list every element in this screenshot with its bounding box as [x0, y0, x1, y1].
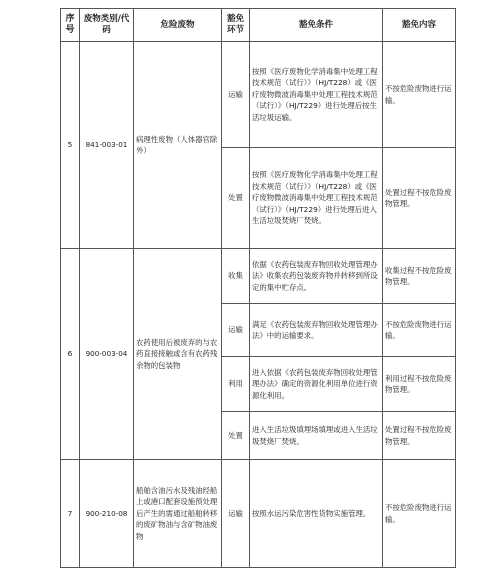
header-content: 豁免内容: [383, 9, 456, 42]
exemption-content: 不按危险废物进行运输。: [383, 304, 456, 357]
waste-name: 船舶含油污水及残油经船上或港口配套设施预处理后产生的需通过船舶转移的废矿物油与含矿物油废物: [134, 460, 222, 568]
exemption-stage: 利用: [222, 357, 250, 412]
waste-code: 900-210-08: [80, 460, 134, 568]
waste-name: 农药使用后被废弃的与农药直接接触或含有农药残余物的包装物: [134, 249, 222, 460]
exemption-content: 不按危险废物进行运输。: [383, 42, 456, 148]
exemption-stage: 运输: [222, 42, 250, 148]
exemption-stage: 处置: [222, 148, 250, 249]
table-header-row: [61, 9, 456, 42]
header-index: 序号: [61, 9, 80, 42]
exemption-content: 利用过程不按危险废物管理。: [383, 357, 456, 412]
exemption-stage: 收集: [222, 249, 250, 304]
exemption-condition: 依据《农药包装废弃物回收处理管理办法》收集农药包装废弃物并转移到所设定的集中贮存点。: [250, 249, 383, 304]
exemption-condition: 按照水运污染危害性货物实施管理。: [250, 460, 383, 568]
exemption-table: [60, 8, 456, 568]
header-waste: 危险废物: [134, 9, 222, 42]
exemption-condition: 进入生活垃圾填埋场填埋或进入生活垃圾焚烧厂焚烧。: [250, 412, 383, 460]
waste-code: 841-003-01: [80, 42, 134, 249]
exemption-stage: 运输: [222, 460, 250, 568]
exemption-content: 处置过程不按危险废物管理。: [383, 148, 456, 249]
exemption-content: 收集过程不按危险废物管理。: [383, 249, 456, 304]
waste-code: 900-003-04: [80, 249, 134, 460]
row-index: 6: [61, 249, 80, 460]
exemption-condition: 满足《农药包装废弃物回收处理管理办法》中的运输要求。: [250, 304, 383, 357]
table-row: [61, 460, 456, 568]
exemption-condition: 按照《医疗废物化学消毒集中处理工程技术规范（试行）》（HJ/T228）或《医疗废物微波消毒集中处理工程技术规范（试行）》（HJ/T229）进行处理后进入生活垃圾焚烧厂焚烧。: [250, 148, 383, 249]
exemption-condition: 进入依据《农药包装废弃物回收处理管理办法》确定的资源化利用单位进行资源化利用。: [250, 357, 383, 412]
exemption-condition: 按照《医疗废物化学消毒集中处理工程技术规范（试行）》（HJ/T228）或《医疗废物微波消毒集中处理工程技术规范（试行）》（HJ/T229）进行处理后按生活垃圾运输。: [250, 42, 383, 148]
table-row: [61, 249, 456, 304]
row-index: 5: [61, 42, 80, 249]
waste-name: 病理性废物（人体器官除外）: [134, 42, 222, 249]
header-code: 废物类别/代码: [80, 9, 134, 42]
exemption-stage: 处置: [222, 412, 250, 460]
exemption-content: 处置过程不按危险废物管理。: [383, 412, 456, 460]
table-row: [61, 42, 456, 148]
header-condition: 豁免条件: [250, 9, 383, 42]
row-index: 7: [61, 460, 80, 568]
document-page: [60, 8, 455, 566]
header-stage: 豁免环节: [222, 9, 250, 42]
exemption-content: 不按危险废物进行运输。: [383, 460, 456, 568]
exemption-stage: 运输: [222, 304, 250, 357]
